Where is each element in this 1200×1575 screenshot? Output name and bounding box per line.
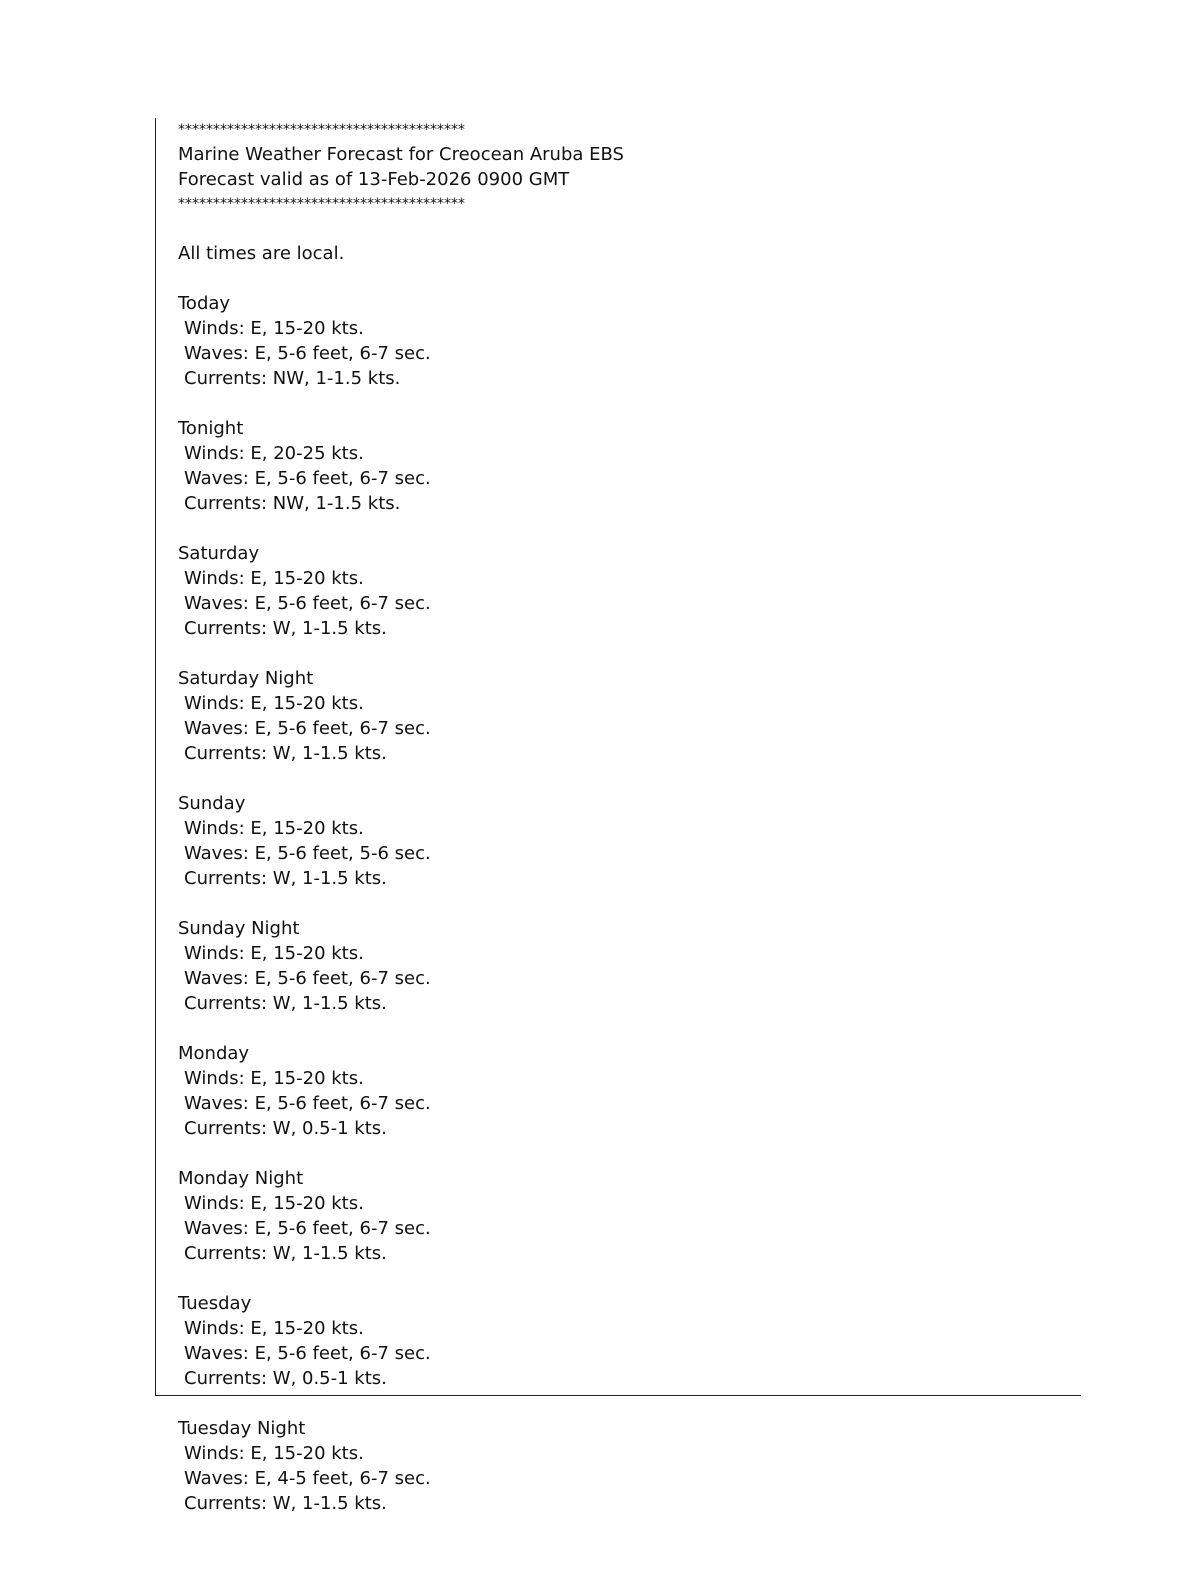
period-waves: Waves: E, 5-6 feet, 6-7 sec. — [184, 968, 431, 989]
period-currents: Currents: W, 1-1.5 kts. — [184, 868, 387, 889]
period-waves: Waves: E, 5-6 feet, 6-7 sec. — [184, 718, 431, 739]
period-currents: Currents: W, 1-1.5 kts. — [184, 1493, 387, 1514]
period-name: Saturday — [178, 543, 260, 564]
forecast-valid-date: Forecast valid as of 13-Feb-2026 0900 GMT — [178, 169, 570, 190]
period-name: Tonight — [178, 418, 244, 439]
forecast-period — [178, 1416, 1078, 1516]
period-winds: Winds: E, 20-25 kts. — [184, 443, 364, 464]
forecast-period — [178, 916, 1078, 1016]
forecast-period — [178, 541, 1078, 641]
period-name: Tuesday — [178, 1293, 252, 1314]
period-waves: Waves: E, 5-6 feet, 6-7 sec. — [184, 343, 431, 364]
period-winds: Winds: E, 15-20 kts. — [184, 1068, 364, 1089]
period-currents: Currents: W, 1-1.5 kts. — [184, 993, 387, 1014]
period-name: Tuesday Night — [178, 1418, 306, 1439]
period-currents: Currents: W, 0.5-1 kts. — [184, 1118, 387, 1139]
period-currents: Currents: NW, 1-1.5 kts. — [184, 368, 401, 389]
stars-divider-top: ***************************************** — [178, 122, 465, 138]
period-winds: Winds: E, 15-20 kts. — [184, 1193, 364, 1214]
left-border-rule — [155, 118, 156, 1396]
period-winds: Winds: E, 15-20 kts. — [184, 318, 364, 339]
period-name: Sunday — [178, 793, 246, 814]
forecast-period — [178, 666, 1078, 766]
period-name: Saturday Night — [178, 668, 314, 689]
period-winds: Winds: E, 15-20 kts. — [184, 693, 364, 714]
period-name: Sunday Night — [178, 918, 300, 939]
period-currents: Currents: W, 1-1.5 kts. — [184, 1243, 387, 1264]
period-waves: Waves: E, 5-6 feet, 6-7 sec. — [184, 1218, 431, 1239]
period-winds: Winds: E, 15-20 kts. — [184, 1443, 364, 1464]
period-name: Monday Night — [178, 1168, 304, 1189]
period-winds: Winds: E, 15-20 kts. — [184, 568, 364, 589]
period-winds: Winds: E, 15-20 kts. — [184, 818, 364, 839]
period-currents: Currents: W, 1-1.5 kts. — [184, 743, 387, 764]
forecast-period — [178, 1291, 1078, 1391]
forecast-period — [178, 791, 1078, 891]
period-waves: Waves: E, 5-6 feet, 6-7 sec. — [184, 1093, 431, 1114]
period-waves: Waves: E, 4-5 feet, 6-7 sec. — [184, 1468, 431, 1489]
period-name: Monday — [178, 1043, 250, 1064]
times-note: All times are local. — [178, 243, 345, 264]
period-waves: Waves: E, 5-6 feet, 6-7 sec. — [184, 593, 431, 614]
period-currents: Currents: W, 1-1.5 kts. — [184, 618, 387, 639]
forecast-period — [178, 291, 1078, 391]
period-waves: Waves: E, 5-6 feet, 5-6 sec. — [184, 843, 431, 864]
forecast-period — [178, 416, 1078, 516]
period-name: Today — [178, 293, 231, 314]
forecast-period — [178, 1041, 1078, 1141]
period-currents: Currents: NW, 1-1.5 kts. — [184, 493, 401, 514]
stars-divider-bottom: ***************************************** — [178, 196, 465, 212]
forecast-period — [178, 1166, 1078, 1266]
period-currents: Currents: W, 0.5-1 kts. — [184, 1368, 387, 1389]
forecast-title: Marine Weather Forecast for Creocean Aruba EBS — [178, 144, 624, 165]
period-waves: Waves: E, 5-6 feet, 6-7 sec. — [184, 468, 431, 489]
period-waves: Waves: E, 5-6 feet, 6-7 sec. — [184, 1343, 431, 1364]
period-winds: Winds: E, 15-20 kts. — [184, 1318, 364, 1339]
forecast-document — [178, 118, 1078, 1516]
period-winds: Winds: E, 15-20 kts. — [184, 943, 364, 964]
